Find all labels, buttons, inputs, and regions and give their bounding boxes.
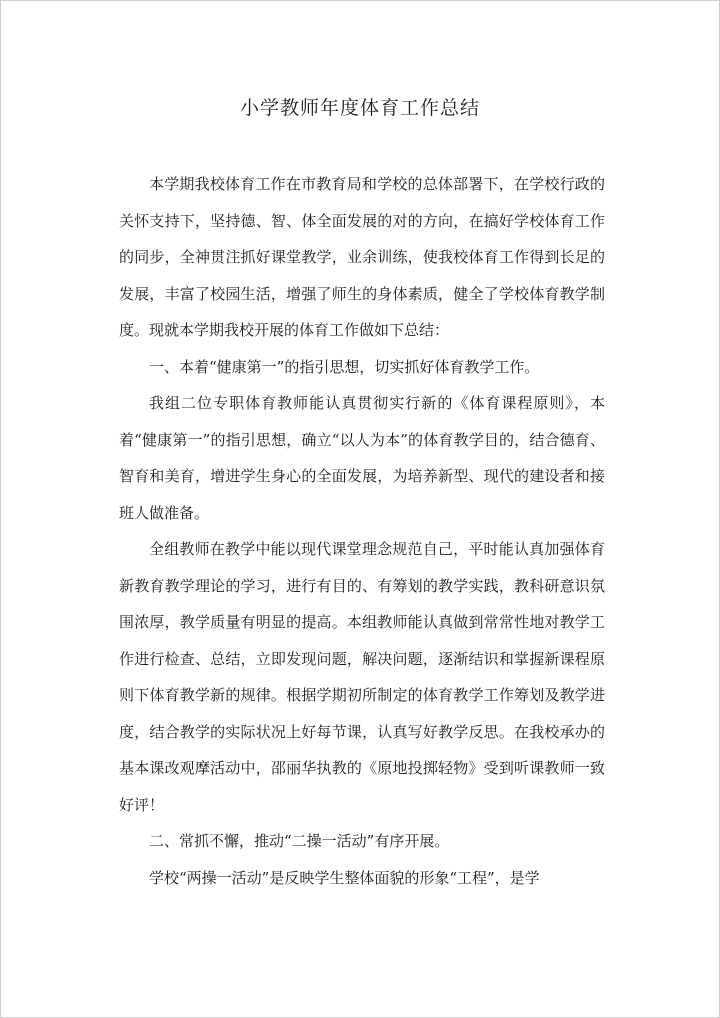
document-body: [119, 166, 605, 896]
paragraph-intro: 本学期我校体育工作在市教育局和学校的总体部署下，在学校行政的关怀支持下，坚持德、智、体全面发展的对的方向，在搞好学校体育工作的同步，全神贯注抓好课堂教学，业余训练，使我校体育工作得到长足的发展，丰富了校园生活，增强了师生的身体素质，健全了学校体育教学制度。现就本学期我校开展的体育工作做如下总结：: [119, 175, 605, 339]
section-heading-2: 二、常抓不懈，推动“二操一活动”有序开展。: [149, 832, 450, 850]
paragraph-teaching-quality: 全组教师在教学中能以现代课堂理念规范自己，平时能认真加强体育新教育教学理论的学习，进行有目的、有筹划的教学实践，教科研意识氛围浓厚，教学质量有明显的提高。本组教师能认真做到常常性地对教学工作进行检查、总结，立即发现问题，解决问题，逐渐结识和掌握新课程原则下体育教学新的规律。根据学期初所制定的体育教学工作筹划及教学进度，结合教学的实际状况上好每节课，认真写好教学反思。在我校承办的基本课改观摩活动中，邵丽华执教的《原地投掷轻物》受到听课教师一致好评！: [119, 540, 605, 814]
document-title: 小学教师年度体育工作总结: [239, 97, 480, 119]
paragraph-exercises: 学校“两操一活动”是反映学生整体面貌的形象“工程”，是学: [149, 868, 540, 887]
paragraph-curriculum: 我组二位专职体育教师能认真贯彻实行新的《体育课程原则》，本着“健康第一”的指引思想，确立“以人为本”的体育教学目的，结合德育、智育和美育，增进学生身心的全面发展，为培养新型、现代的建设者和接班人做准备。: [119, 394, 605, 522]
section-heading-1: 一、本着“健康第一”的指引思想，切实抓好体育教学工作。: [149, 357, 540, 376]
